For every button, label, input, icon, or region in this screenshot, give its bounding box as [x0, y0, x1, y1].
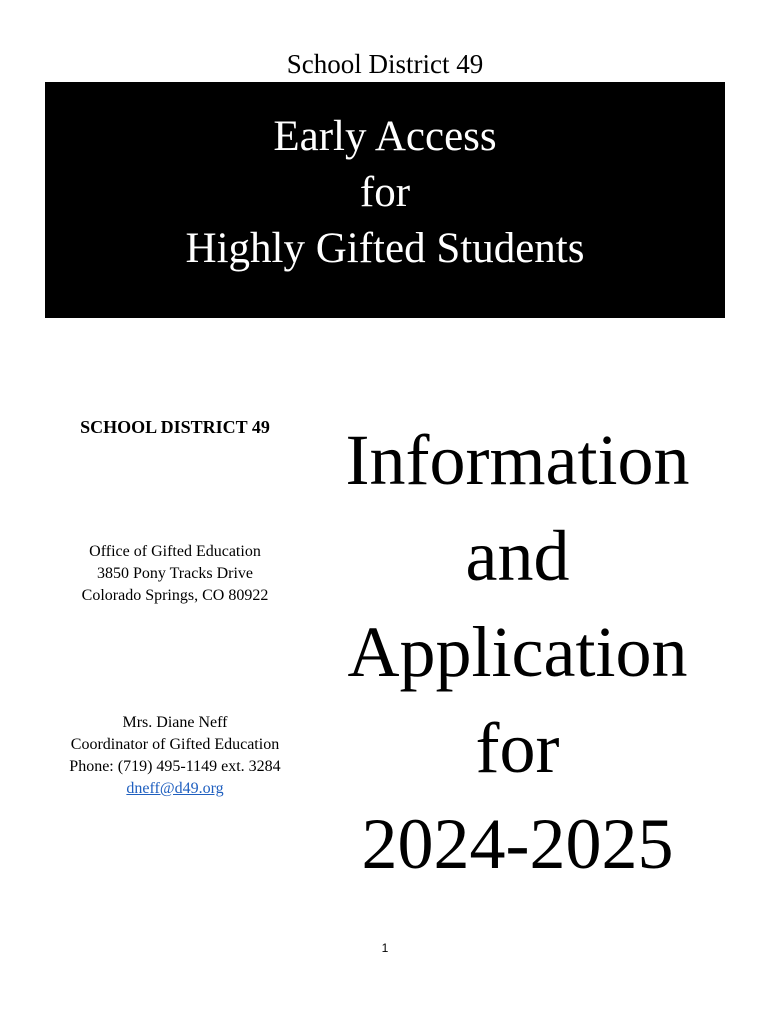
title-banner [45, 82, 725, 318]
banner-title-line-1: Early Access [273, 113, 497, 160]
document-title-line-4: for [475, 708, 560, 788]
banner-title-line-2: for [359, 169, 411, 216]
banner-title-line-3: Highly Gifted Students [185, 225, 585, 272]
contact-name: Mrs. Diane Neff [122, 714, 228, 731]
document-title [320, 412, 715, 892]
office-name: Office of Gifted Education [89, 543, 261, 560]
office-address [40, 541, 310, 607]
document-title-line-1: Information [345, 420, 690, 500]
contact-title: Coordinator of Gifted Education [70, 736, 280, 753]
page-number: 1 [381, 941, 389, 955]
document-title-line-3: Application [347, 612, 688, 692]
contact-phone: Phone: (719) 495-1149 ext. 3284 [69, 758, 281, 775]
document-title-line-2: and [465, 516, 570, 596]
document-title-line-5: 2024-2025 [361, 804, 674, 884]
office-city: Colorado Springs, CO 80922 [81, 587, 269, 604]
district-header: School District 49 [286, 49, 484, 79]
contact-email-link[interactable]: dneff@d49.org [126, 780, 224, 797]
contact-info [40, 712, 310, 800]
office-street: 3850 Pony Tracks Drive [96, 565, 253, 582]
sidebar-district-name: SCHOOL DISTRICT 49 [80, 417, 270, 437]
